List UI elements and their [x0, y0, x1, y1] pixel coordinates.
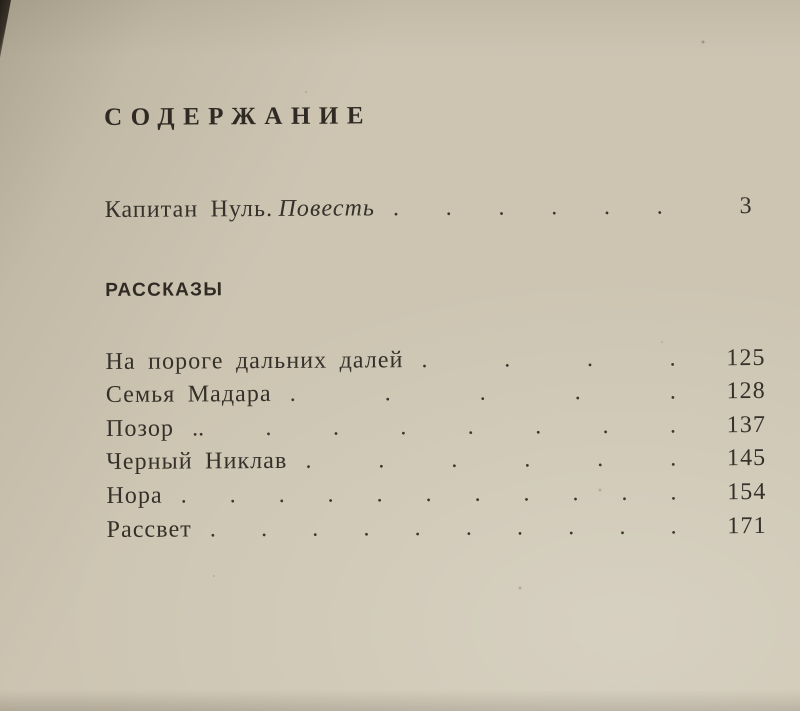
toc-row [107, 510, 767, 548]
toc-row [106, 442, 766, 480]
toc-row [106, 476, 766, 514]
dot-leader: . . . . . . [305, 445, 677, 475]
story-title: Семья Мадара [105, 381, 272, 409]
photo-edge-dark-corner [0, 0, 11, 58]
toc-row [106, 342, 766, 380]
toc-row-novel [105, 190, 765, 228]
story-title: На пороге дальних далей [105, 346, 404, 375]
dot-leader: . . . . . [289, 378, 676, 408]
story-list [106, 342, 767, 548]
novel-title-text: Капитан Нуль. [104, 195, 274, 223]
story-title: Черный Никлав [106, 448, 288, 476]
story-title: Позор [105, 415, 175, 442]
toc-heading: СОДЕРЖАНИЕ [104, 102, 373, 131]
toc-row [106, 375, 766, 413]
dot-leader: . . . . [421, 345, 676, 373]
page-number: 154 [727, 478, 767, 506]
page-number: 125 [726, 344, 766, 371]
dot-leader: . . . . . . . . . . . [180, 479, 677, 509]
story-title: Рассвет [106, 516, 192, 543]
page-number: 137 [726, 411, 767, 438]
page-number: 3 [739, 193, 753, 220]
toc-row [106, 409, 766, 447]
section-heading: РАССКАЗЫ [105, 278, 224, 301]
dot-leader: . . . . . . . . . . [209, 513, 677, 542]
dot-leader: . . . . . . [392, 193, 663, 222]
novel-title [105, 192, 376, 227]
page-number: 171 [727, 512, 767, 539]
page-number: 145 [726, 445, 767, 472]
story-title: Нора [106, 482, 163, 509]
dot-leader: .. . . . . . . . [192, 412, 677, 442]
page-number: 128 [726, 378, 766, 405]
novel-genre-italic: Повесть [278, 195, 376, 222]
toc-content [104, 96, 767, 547]
